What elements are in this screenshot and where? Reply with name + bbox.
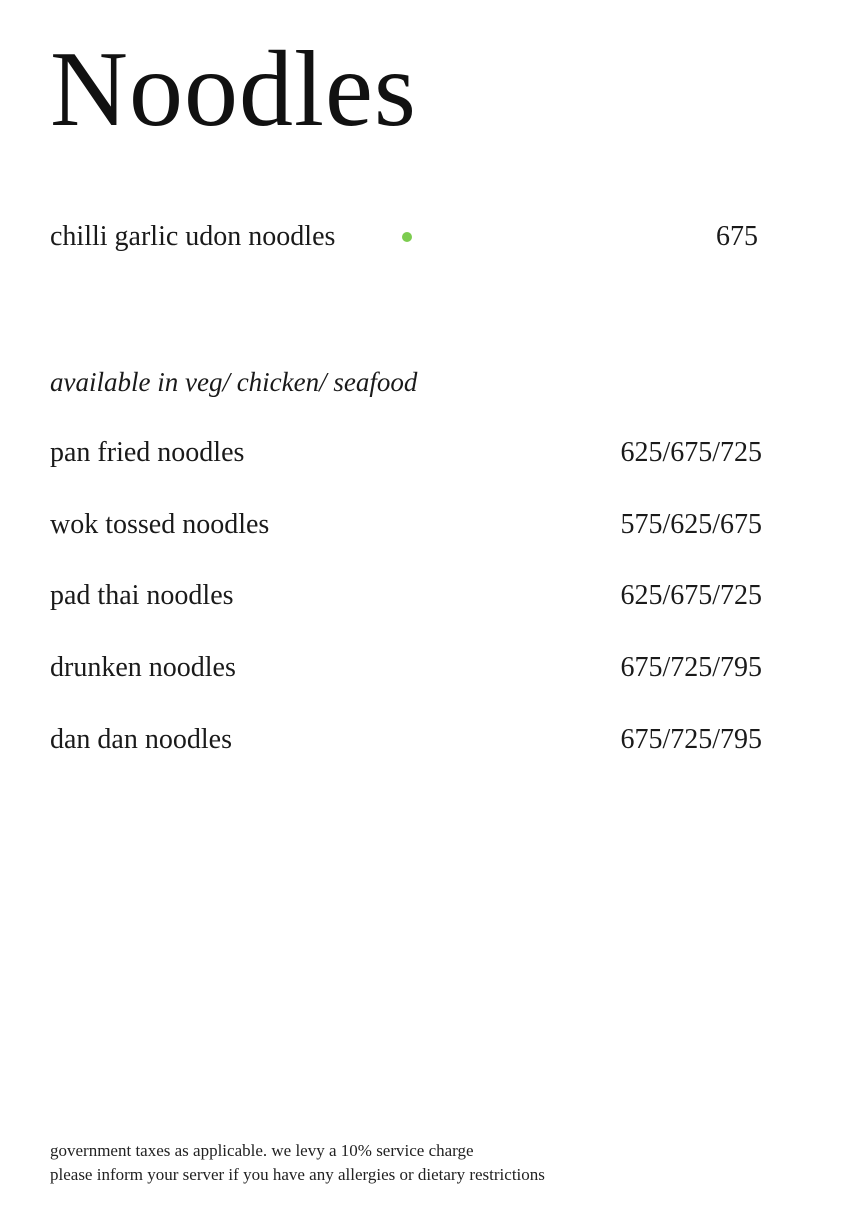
availability-note: available in veg/ chicken/ seafood: [50, 367, 418, 397]
menu-item: [50, 648, 762, 688]
menu-item: [50, 576, 762, 616]
menu-item-featured: [50, 217, 762, 257]
menu-item-name: wok tossed noodles: [50, 509, 270, 540]
menu-item-price: 575/625/675: [620, 509, 762, 540]
menu-item-price: 625/675/725: [620, 580, 762, 611]
menu-item: [50, 720, 762, 760]
veg-dot-icon: [402, 232, 412, 242]
menu-item: [50, 433, 762, 473]
menu-item-price: 675/725/795: [620, 652, 762, 683]
menu-item-name: drunken noodles: [50, 652, 236, 683]
menu-item-price: 675/725/795: [620, 724, 762, 755]
menu-item-name: pan fried noodles: [50, 437, 245, 468]
footer-allergy-note: please inform your server if you have any allergies or dietary restrictions: [50, 1165, 545, 1184]
menu-item-price: 625/675/725: [620, 437, 762, 468]
menu-item-name: dan dan noodles: [50, 724, 232, 755]
menu-item-name: chilli garlic udon noodles: [50, 221, 336, 252]
footer-notes: [50, 1139, 545, 1187]
menu-item-name: pad thai noodles: [50, 580, 234, 611]
menu-item-price: 675: [716, 221, 758, 252]
menu-item: [50, 505, 762, 545]
page-title: Noodles: [50, 30, 417, 149]
footer-tax-note: government taxes as applicable. we levy a 10% service charge: [50, 1141, 474, 1160]
